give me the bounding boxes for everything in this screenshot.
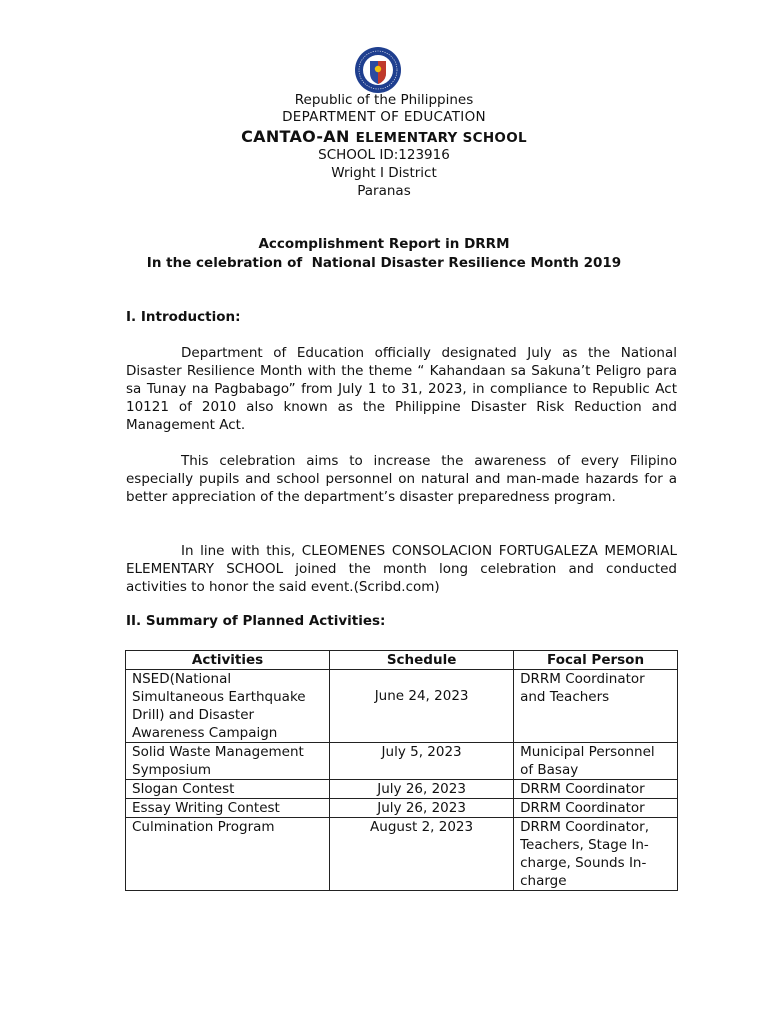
col-header-schedule: Schedule — [330, 651, 514, 670]
table-header-row — [126, 651, 678, 670]
school-name-main: CANTAO-AN — [241, 127, 350, 146]
activity-cell: Slogan Contest — [126, 780, 330, 799]
activity-cell: Solid Waste Management Symposium — [126, 743, 330, 780]
focal-cell: Municipal Personnel of Basay — [514, 743, 678, 780]
intro-paragraph-3: In line with this, CLEOMENES CONSOLACION FORTUGALEZA MEMORIAL ELEMENTARY SCHOOL joined the month long celebration and conducted activities to honor the said event.(Scribd.com) — [126, 543, 677, 595]
intro-heading: I. Introduction: — [126, 309, 241, 325]
focal-cell: DRRM Coordinator and Teachers — [514, 670, 678, 743]
table-row — [126, 743, 678, 780]
table-row — [126, 818, 678, 891]
schedule-cell: July 26, 2023 — [330, 780, 514, 799]
schedule-cell: July 26, 2023 — [330, 799, 514, 818]
table-row — [126, 799, 678, 818]
activity-cell: NSED(National Simultaneous Earthquake Drill) and Disaster Awareness Campaign — [126, 670, 330, 743]
activities-table — [125, 650, 678, 891]
summary-heading: II. Summary of Planned Activities: — [126, 613, 386, 629]
seal-sun — [375, 66, 381, 72]
report-title: Accomplishment Report in DRRM — [258, 236, 510, 252]
activity-cell: Culmination Program — [126, 818, 330, 891]
focal-cell: DRRM Coordinator — [514, 780, 678, 799]
school-name-rest: ELEMENTARY SCHOOL — [355, 130, 527, 146]
school-id: SCHOOL ID:123916 — [318, 147, 450, 163]
schedule-cell: July 5, 2023 — [330, 743, 514, 780]
schedule-cell: June 24, 2023 — [330, 670, 514, 743]
school-name — [0, 127, 768, 146]
intro-paragraph-2: This celebration aims to increase the awareness of every Filipino especially pupils and school personnel on natural and man-made hazards for a better appreciation of the department’s disaster preparedness program. — [126, 453, 677, 505]
country-line: Republic of the Philippines — [294, 92, 474, 108]
activity-cell: Essay Writing Contest — [126, 799, 330, 818]
focal-cell: DRRM Coordinator — [514, 799, 678, 818]
intro-paragraph-1: Department of Education officially designated July as the National Disaster Resilience Month with the theme “ Kahandaan sa Sakuna’t Peligro para sa Tunay na Pagbabago” from July 1 to 31, 2023, in compliance to Republic Act 10121 of 2010 also known as the Philippine Disaster Risk Reduction and Management Act. — [126, 345, 677, 433]
table-row — [126, 670, 678, 743]
col-header-activities: Activities — [126, 651, 330, 670]
municipality-line: Paranas — [357, 183, 411, 199]
col-header-focal-person: Focal Person — [514, 651, 678, 670]
table-row — [126, 780, 678, 799]
department-line: DEPARTMENT OF EDUCATION — [282, 109, 486, 125]
schedule-cell: August 2, 2023 — [330, 818, 514, 891]
deped-seal-logo — [346, 45, 410, 95]
district-line: Wright I District — [331, 165, 437, 181]
focal-cell: DRRM Coordinator, Teachers, Stage In-charge, Sounds In-charge — [514, 818, 678, 891]
report-subtitle: In the celebration of National Disaster Resilience Month 2019 — [146, 255, 622, 271]
